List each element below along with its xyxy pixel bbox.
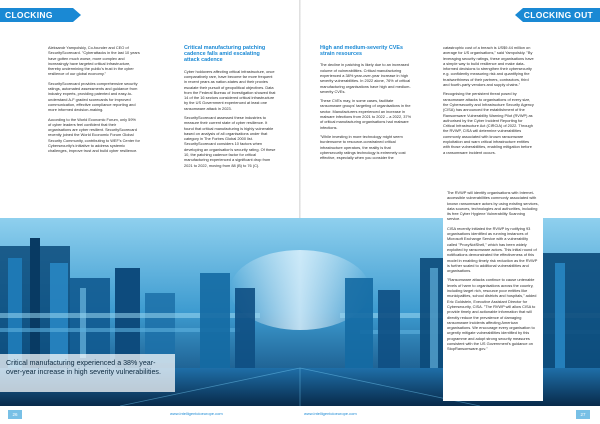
article-column-1 bbox=[48, 45, 140, 158]
article-column-3 bbox=[320, 45, 412, 164]
col2-paragraph-1: Cyber holdovers affecting critical infrastructure, once comparatively rare, have become far more frequent in recent years as nation-states and their proxies escalate their pursuit of geopolitical objectives. Data from the Federal Bureau of Investigation showed that 14 of the 16 sectors considered critical infrastructure by the US Government experienced at least one ransomware attack in 2023. bbox=[184, 68, 276, 111]
article-column-4-continued bbox=[443, 187, 543, 401]
col3-paragraph-1: The decline in patching is likely due to an increased volume of vulnerabilities. Critical manufacturing experienced a 38% year-over-year increase in high severity vulnerabilities. In 2022 alone, 76% of critical manufacturing organisations have high and medium-severity CVEs. bbox=[320, 62, 411, 94]
footer-url-left[interactable]: www.intelligentcioeurope.com bbox=[170, 411, 223, 416]
page-number-right: 27 bbox=[576, 410, 590, 419]
page-number-left: 26 bbox=[8, 410, 22, 419]
col4-paragraph-5: "Ransomware attacks continue to cause untenable levels of harm to organisations across the country, including target rich, resource poor entities like municipalities, school districts and hospitals," added Eric Goldstein, Executive Assistant Director for Cybersecurity, CISA. "The RVWP will allow CISA to provide timely and actionable information that will directly reduce the prevalence of damaging ransomware incidents affecting American organisations. We encourage every organisation to urgently mitigate vulnerabilities identified by this programme and adopt strong security measures consistent with the US Government's guidance on StopRansomware.gov." bbox=[447, 277, 537, 352]
pull-quote-text: Critical manufacturing experienced a 38% year-over-year increase in high severity vulnerabilities. bbox=[6, 359, 161, 376]
section-banner-right: CLOCKING OUT bbox=[523, 8, 600, 22]
col1-paragraph-1: Aleksandr Yampolskiy, Co-founder and CEO of SecurityScorecard. "Cyberattacks in the last 10 years have gotten much worse, more complex and increasingly have targeted critical infrastructure, thereby undermining the public's trust in the cyber resilience of our global economy." bbox=[48, 45, 140, 77]
footer-url-right[interactable]: www.intelligentcioeurope.com bbox=[304, 411, 357, 416]
col4-paragraph-2: Recognising the persistent threat posed by ransomware attacks to organisations of every size, the Cybersecurity and Infrastructure Security Agency (CISA) has announced the establishment of the Ransomware Vulnerability Warning Pilot (RVWP) as authorised by the Cyber Incident Reporting for Critical Infrastructure Act (CIRCIA) of 2022. Through the RVWP, CISA will determine vulnerabilities commonly associated with known ransomware exploitation and warn critical infrastructure entities with those vulnerabilities, enabling mitigation before a ransomware incident occurs. bbox=[443, 91, 534, 155]
pull-quote-box bbox=[0, 354, 175, 392]
col4-paragraph-4: CISA recently initiated the RVWP by notifying 93 organisations identified as running instances of Microsoft Exchange Service with a vulnerability called "ProxyNotShell," which has been widely exploited by ransomware actors. This initial round of notifications demonstrated the effectiveness of this model in enabling timely risk reduction as the RVWP is further scaled to additional vulnerabilities and organisations. bbox=[447, 225, 538, 274]
col1-paragraph-2: SecurityScorecard provides comprehensive security ratings, automated assessments and guidance from industry experts, providing patented and easy-to-understand A-F graded scorecards for improved communication, effective compliance reporting and more informed decision-making. bbox=[48, 80, 138, 113]
section-banner-left: CLOCKING OUT bbox=[0, 8, 73, 22]
article-column-2 bbox=[184, 45, 276, 172]
article-column-4 bbox=[443, 45, 535, 159]
footer-bar bbox=[0, 406, 600, 424]
col4-paragraph-1: catastrophic cost of a breach is US$9.44 million on average for US organisations," said Yampolskiy. "By leveraging security ratings, these organisations have a simple way to build resilience and make data-informed decisions to strengthen their cybersecurity e.g. confidently measuring risk and quantifying the trustworthiness of their partners, contractors, third and fourth-party vendors and supply chains." bbox=[443, 45, 534, 88]
col4-paragraph-3: The RVWP will identify organisations with Internet-accessible vulnerabilities commonly associated with known ransomware actors by using existing services, data sources, technologies and authorities, including its free Cyber Hygiene Vulnerability Scanning service. bbox=[447, 190, 539, 222]
col2-heading: Critical manufacturing patching cadence falls amid escalating attack cadence bbox=[184, 45, 266, 64]
col2-paragraph-2: SecurityScorecard assessed these industries to measure their current state of cyber resilience. It found that critical manufacturing is highly vulnerable based on analysis of all organisations under that category in The Forbes Global 2000 list. SecurityScorecard considers 10 factors when developing an organisation's security rating. Of these 10, the patching cadence factor for critical manufacturing experienced a significant drop from 2021 to 2022, moving from 88 (B) to 76 (C). bbox=[184, 114, 276, 168]
col3-paragraph-2: These CVEs may, in some cases, facilitate ransomware groups' targeting of organisations in the sector. Manufacturers experienced an increase in malware infections from 2021 to 2022 – a 2022, 37% of critical manufacturing organisations had malware infections. bbox=[320, 98, 412, 130]
col3-heading: High and medium-severity CVEs strain resources bbox=[320, 45, 403, 58]
col1-paragraph-3: According to the World Economic Forum, only 59% of cyber leaders feel confident that their organisations are cyber resilient. SecurityScorecard recently joined the World Economic Forum Global Security Community, contributing to WEF's Center for Cybersecurity's initiative to address systemic challenges, improve trust and build cyber resilience. bbox=[48, 116, 140, 154]
col3-paragraph-3: "While investing in more technology might seem burdensome to resource-constrained critical infrastructure operators, the reality is that cybersecurity ratings technology is extremely cost effective, especially when you consider the bbox=[320, 133, 406, 161]
